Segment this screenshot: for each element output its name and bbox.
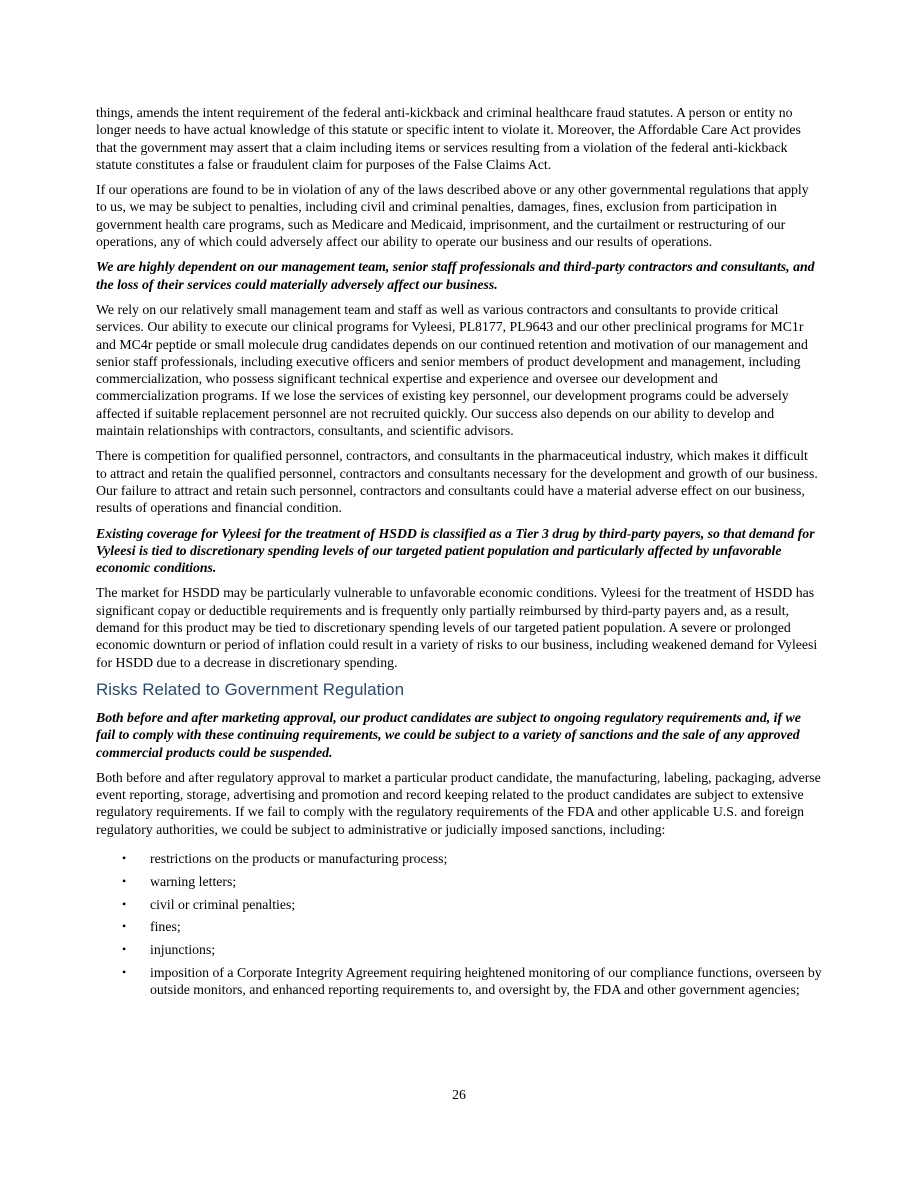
bullet-icon: • xyxy=(122,964,127,979)
paragraph-hsdd-market: The market for HSDD may be particularly vulnerable to unfavorable economic conditions. Vyleesi for the treatment of HSDD has significant copay or deductible requirements and is frequently only partially reimbursed by third-party payers and, as a result, demand for this product may be tied to discretionary spending levels of our targeted patient population. A severe or prolonged economic downturn or period of inflation could result in a variety of risks to our business, including weakened demand for Vyleesi for HSDD due to a decrease in discretionary spending. xyxy=(96,585,818,670)
bullet-icon: • xyxy=(122,896,127,911)
section-heading: Risks Related to Government Regulation xyxy=(96,679,405,699)
document-page xyxy=(96,104,822,1004)
risk-heading-management-dependence: We are highly dependent on our management team, senior staff professionals and third-party contractors and consultants, and the loss of their services could materially adversely affect our business. xyxy=(96,259,815,292)
page-number: 26 xyxy=(452,1087,466,1102)
list-item xyxy=(96,964,822,999)
bullet-icon: • xyxy=(122,919,127,934)
paragraph-management-team: We rely on our relatively small management team and staff as well as various contractors and consultants to provide critical services. Our ability to execute our clinical programs for Vyleesi, PL8177, PL9643 and our other preclinical programs for MC1r and MC4r peptide or small molecule drug candidates depends on our continued retention and motivation of our management and senior staff professionals, including executive officers and senior members of product development and management, including commercialization, who possess significant technical expertise and experience and oversee our development and commercialization programs. If we lose the services of existing key personnel, our development programs could be adversely affected if suitable replacement personnel are not recruited quickly. Our success also depends on our ability to develop and maintain relationships with contractors, consultants, and scientific advisors. xyxy=(96,301,808,439)
bullet-icon: • xyxy=(122,942,127,957)
sanctions-list xyxy=(96,850,822,999)
paragraph-regulatory-sanctions: Both before and after regulatory approval to market a particular product candidate, the manufacturing, labeling, packaging, adverse event reporting, storage, advertising and promotion and record keeping related to the product candidates are subject to extensive regulatory requirements. If we fail to comply with the regulatory requirements of the FDA and other applicable U.S. and foreign regulatory authorities, we could be subject to administrative or judicially imposed sanctions, including: xyxy=(96,769,821,837)
list-item xyxy=(96,873,822,890)
paragraph-personnel-competition: There is competition for qualified personnel, contractors, and consultants in the pharmaceutical industry, which makes it difficult to attract and retain the qualified personnel, contractors and consultants necessary for the development and growth of our business. Our failure to attract and retain such personnel, contractors and consultants could have a material adverse effect on our business, results of operations and financial condition. xyxy=(96,448,818,516)
list-item xyxy=(96,896,822,913)
list-item-text: civil or criminal penalties; xyxy=(150,896,296,912)
list-item xyxy=(96,941,822,958)
list-item-text: injunctions; xyxy=(150,942,216,958)
list-item xyxy=(96,918,822,935)
bullet-icon: • xyxy=(122,873,127,888)
list-item-text: warning letters; xyxy=(150,873,237,889)
list-item-text: imposition of a Corporate Integrity Agreement requiring heightened monitoring of our compliance functions, overseen by outside monitors, and enhanced reporting requirements to, and oversight by, the FDA and other government agencies; xyxy=(150,964,822,998)
list-item-text: fines; xyxy=(150,919,181,935)
risk-heading-regulatory-requirements: Both before and after marketing approval, our product candidates are subject to ongoing regulatory requirements and, if we fail to comply with these continuing requirements, we could be subject to a variety of sanctions and the sale of any approved commercial products could be suspended. xyxy=(96,709,801,760)
list-item xyxy=(96,850,822,867)
bullet-icon: • xyxy=(122,850,127,865)
paragraph-violation-penalties: If our operations are found to be in violation of any of the laws described above or any other governmental regulations that apply to us, we may be subject to penalties, including civil and criminal penalties, damages, fines, exclusion from participation in government health care programs, such as Medicare and Medicaid, imprisonment, and the curtailment or restructuring of our operations, any of which could adversely affect our ability to operate our business and our results of operations. xyxy=(96,182,809,250)
paragraph-fraud-statutes: things, amends the intent requirement of the federal anti-kickback and criminal healthcare fraud statutes. A person or entity no longer needs to have actual knowledge of this statute or specific intent to violate it. Moreover, the Affordable Care Act provides that the government may assert that a claim including items or services resulting from a violation of the federal anti-kickback statute constitutes a false or fraudulent claim for purposes of the False Claims Act. xyxy=(96,105,801,172)
list-item-text: restrictions on the products or manufacturing process; xyxy=(150,850,448,866)
risk-heading-vyleesi-coverage: Existing coverage for Vyleesi for the treatment of HSDD is classified as a Tier 3 drug by third-party payers, so that demand for Vyleesi is tied to discretionary spending levels of our targeted patient population and particularly affected by unfavorable economic conditions. xyxy=(96,525,815,576)
